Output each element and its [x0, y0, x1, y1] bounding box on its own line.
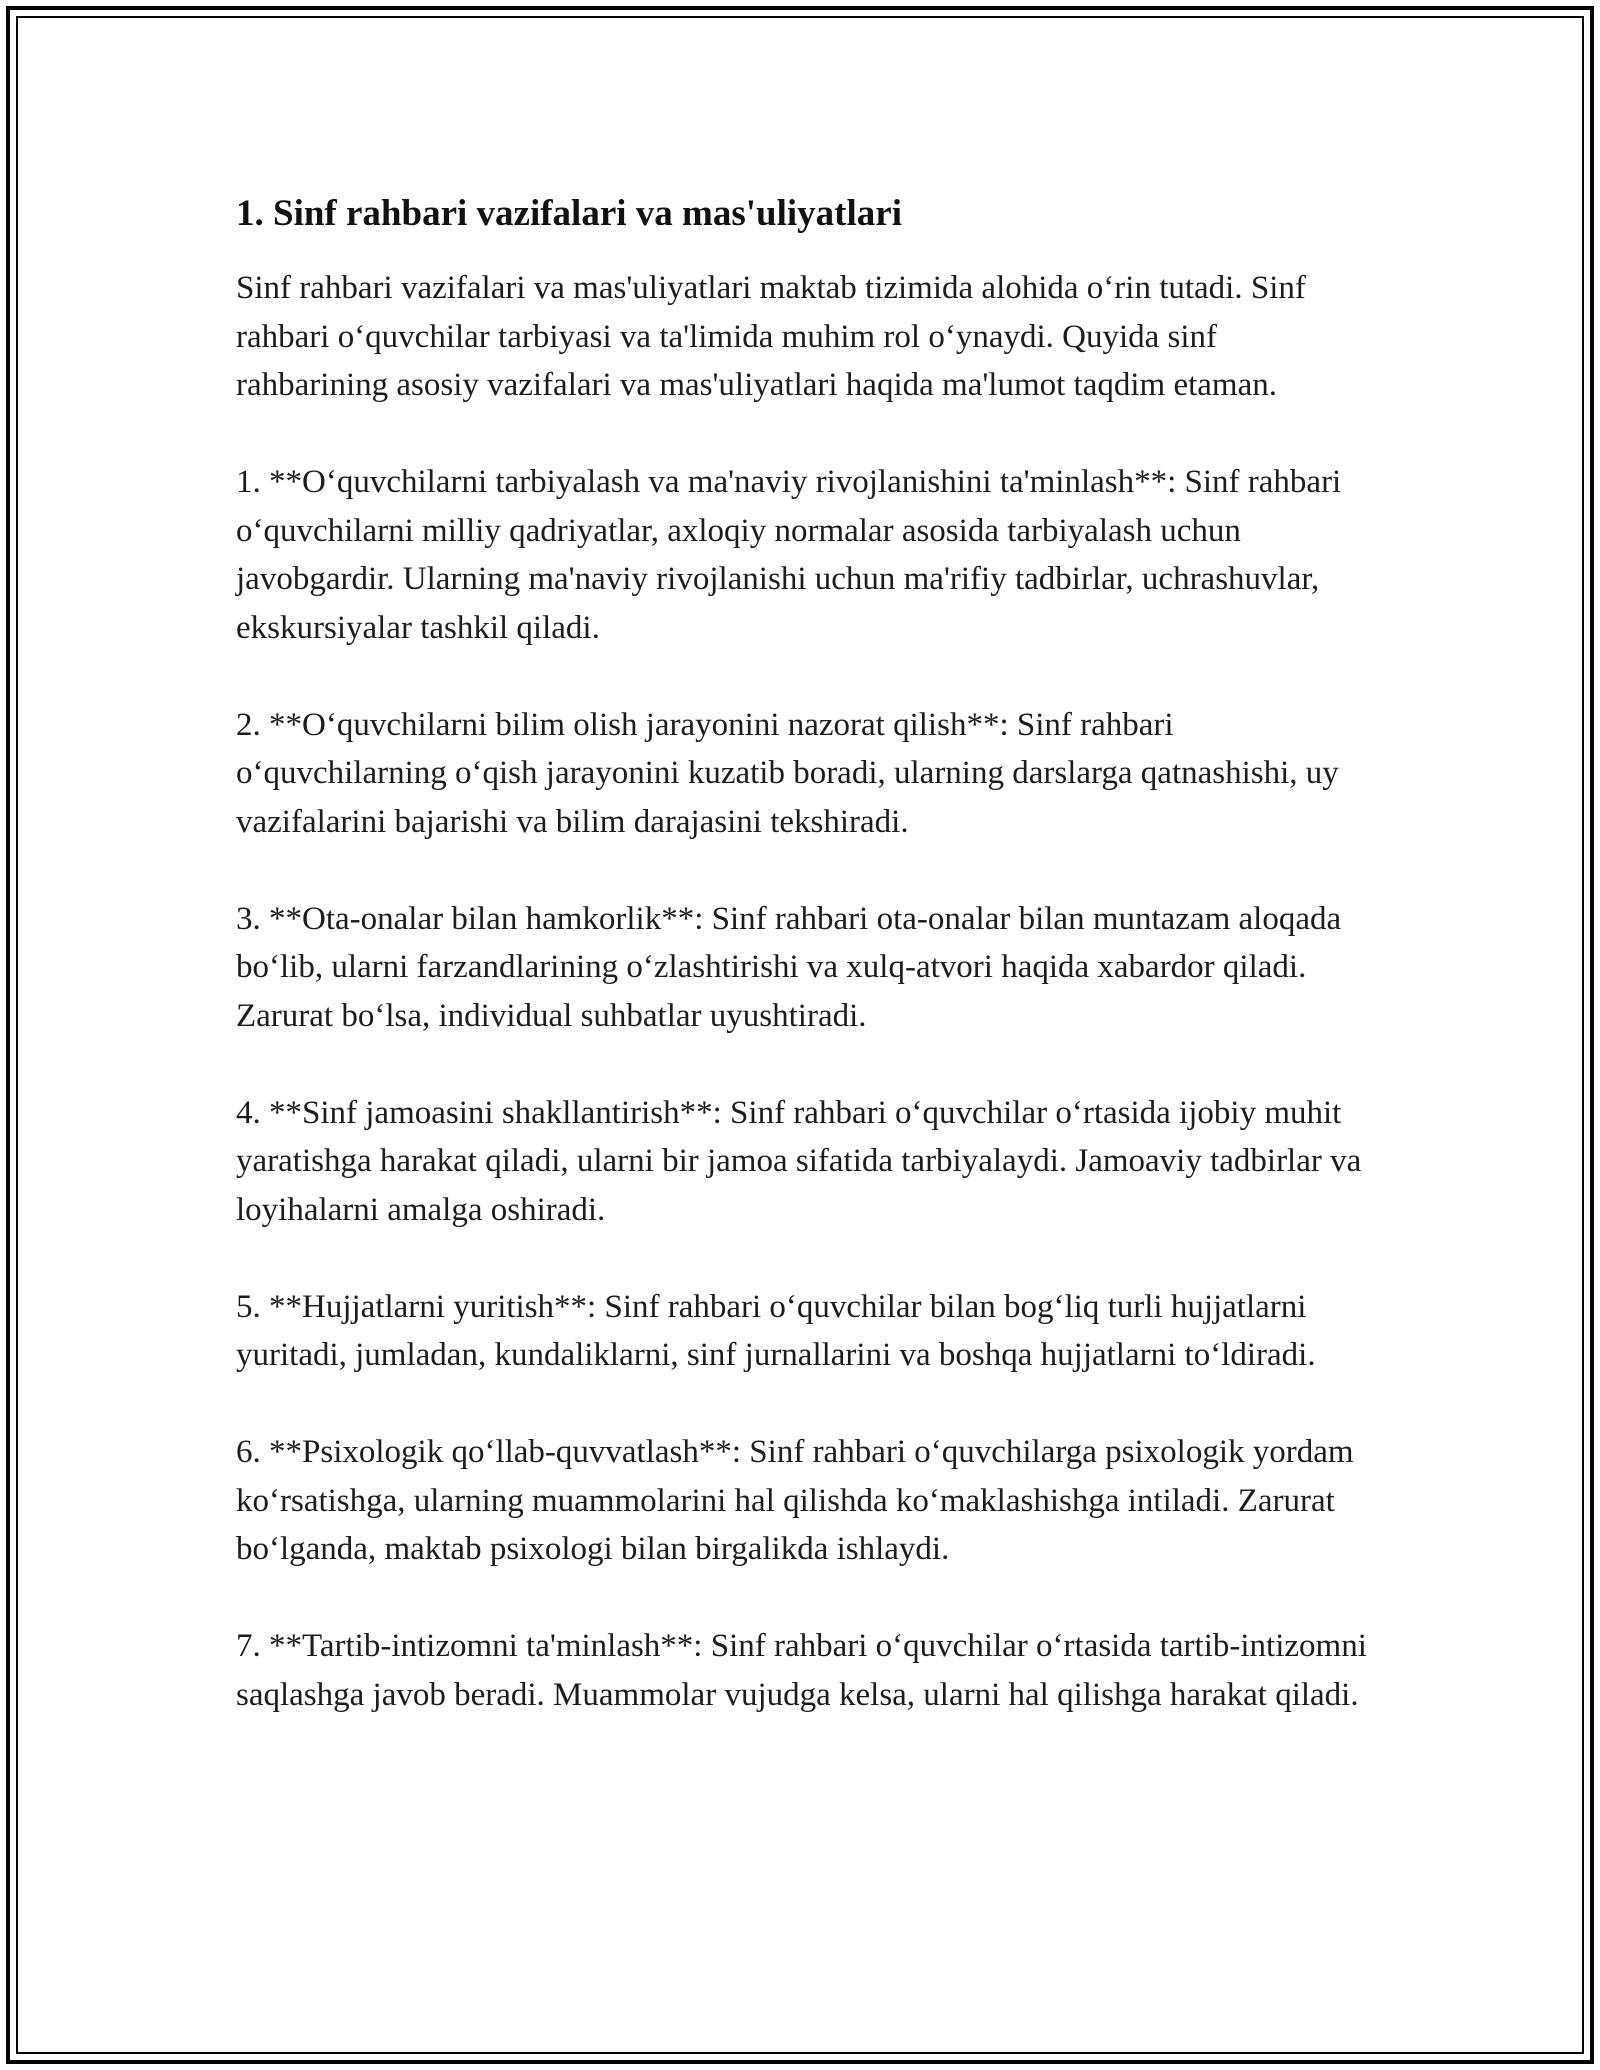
- document-body: [236, 186, 1376, 1719]
- list-item: 2. **O‘quvchilarni bilim olish jarayonini nazorat qilish**: Sinf rahbari o‘quvchilarning o‘qish jarayonini kuzatib boradi, ularning darslarga qatnashishi, uy vazifalarini bajarishi va bilim darajasini tekshiradi.: [236, 706, 1339, 840]
- list-item: 4. **Sinf jamoasini shakllantirish**: Sinf rahbari o‘quvchilar o‘rtasida ijobiy muhit yaratishga harakat qiladi, ularni bir jamoa sifatida tarbiyalaydi. Jamoaviy tadbirlar va loyihalarni amalga oshiradi.: [236, 1094, 1362, 1228]
- section-heading: 1. Sinf rahbari vazifalari va mas'uliyatlari: [236, 193, 902, 234]
- list-item: 1. **O‘quvchilarni tarbiyalash va ma'naviy rivojlanishini ta'minlash**: Sinf rahbari o‘quvchilarni milliy qadriyatlar, axloqiy normalar asosida tarbiyalash uchun javobgardir. Ularning ma'naviy rivojlanishi uchun ma'rifiy tadbirlar, uchrashuvlar, ekskursiyalar tashkil qiladi.: [236, 464, 1342, 646]
- list-item: 3. **Ota-onalar bilan hamkorlik**: Sinf rahbari ota-onalar bilan muntazam aloqada bo‘lib, ularni farzandlarining o‘zlashtirishi va xulq-atvori haqida xabardor qiladi. Zarurat bo‘lsa, individual suhbatlar uyushtiradi.: [236, 900, 1342, 1034]
- intro-paragraph: Sinf rahbari vazifalari va mas'uliyatlari maktab tizimida alohida o‘rin tutadi. Sinf rahbari o‘quvchilar tarbiyasi va ta'limida muhim rol o‘ynaydi. Quyida sinf rahbarining asosiy vazifalari va mas'uliyatlari haqida ma'lumot taqdim etaman.: [236, 270, 1306, 403]
- list-item: 7. **Tartib-intizomni ta'minlash**: Sinf rahbari o‘quvchilar o‘rtasida tartib-intizomni saqlashga javob beradi. Muammolar vujudga kelsa, ularni hal qilishga harakat qiladi.: [236, 1628, 1367, 1713]
- list-item: 5. **Hujjatlarni yuritish**: Sinf rahbari o‘quvchilar bilan bog‘liq turli hujjatlarni yuritadi, jumladan, kundaliklarni, sinf jurnallarini va boshqa hujjatlarni to‘ldiradi.: [236, 1288, 1316, 1373]
- list-item: 6. **Psixologik qo‘llab-quvvatlash**: Sinf rahbari o‘quvchilarga psixologik yordam ko‘rsatishga, ularning muammolarini hal qilishda ko‘maklashishga intiladi. Zarurat bo‘lganda, maktab psixologi bilan birgalikda ishlaydi.: [236, 1434, 1354, 1567]
